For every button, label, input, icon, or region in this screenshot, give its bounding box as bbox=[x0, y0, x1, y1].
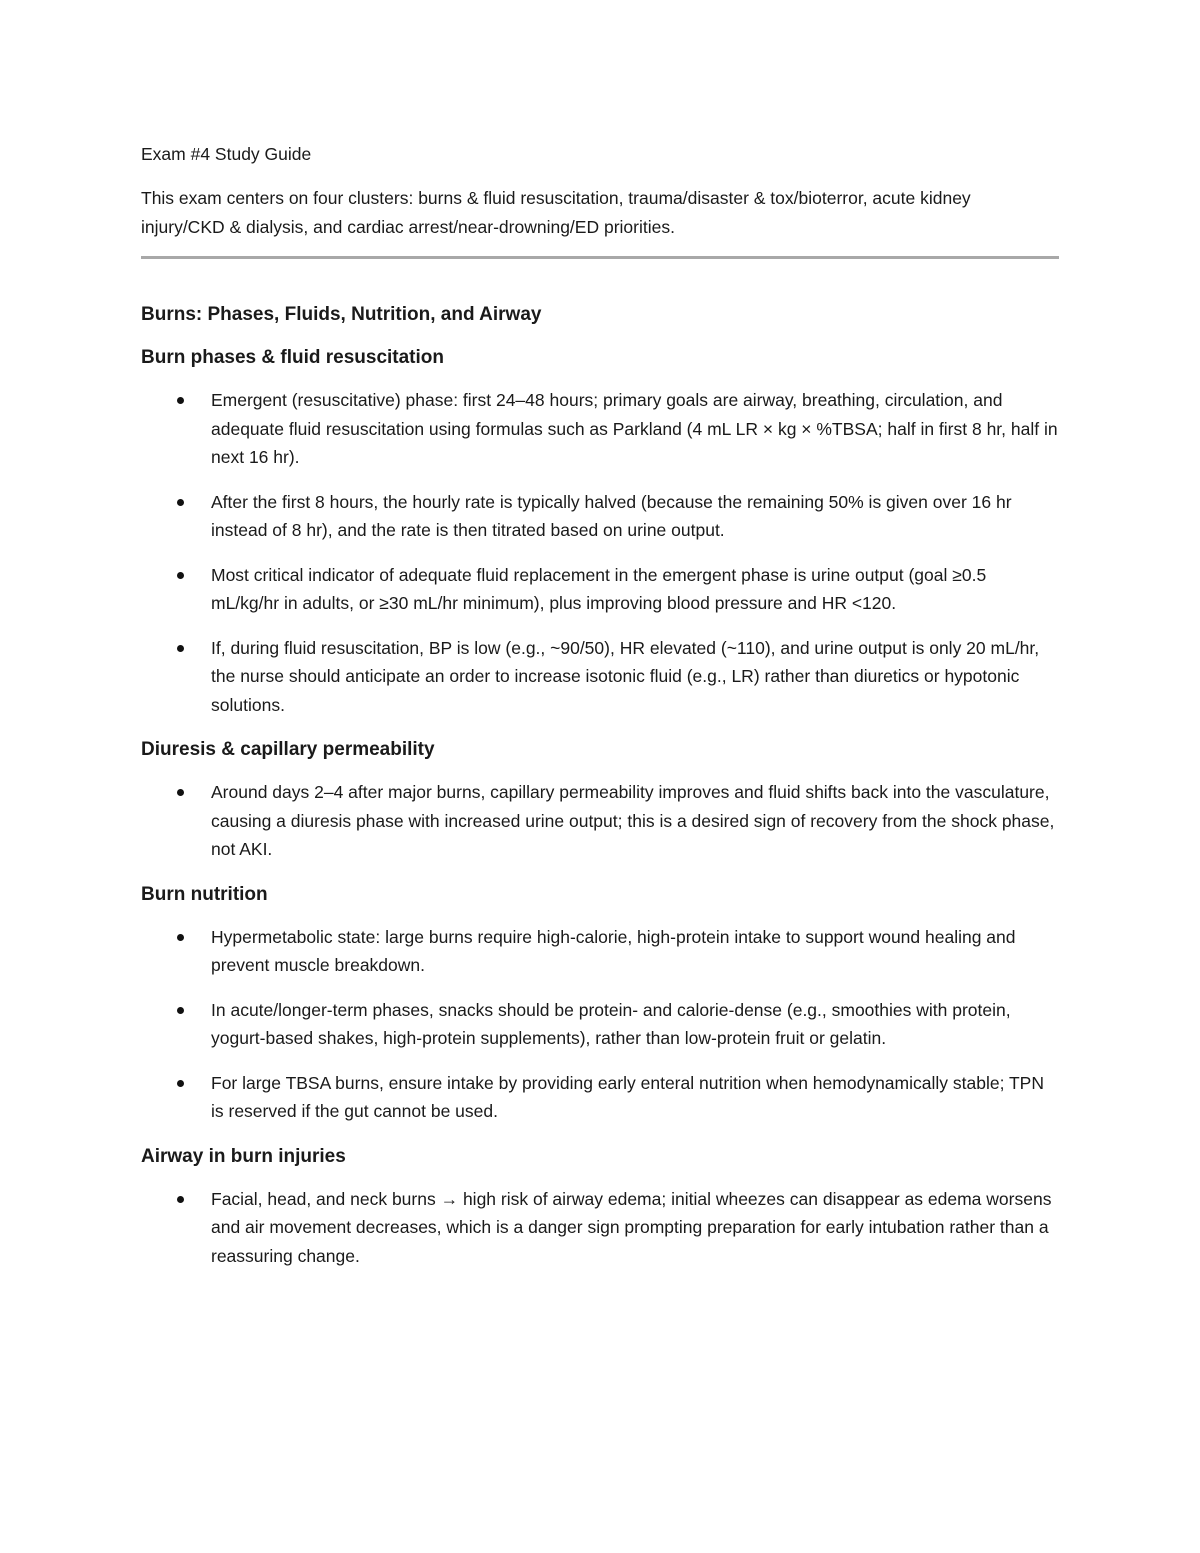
subsection-diuresis bbox=[141, 735, 1059, 864]
list-item-text: Most critical indicator of adequate fluid replacement in the emergent phase is urine output (goal ≥0.5 mL/kg/hr in adults, or ≥30 mL/hr minimum), plus improving blood pressure and HR <120. bbox=[211, 564, 987, 613]
list-item-text: Hypermetabolic state: large burns require high-calorie, high-protein intake to support wound healing and prevent muscle breakdown. bbox=[211, 926, 1016, 975]
bullet-list bbox=[141, 386, 1059, 719]
subsection-burn-nutrition bbox=[141, 880, 1059, 1126]
bullet-icon bbox=[177, 397, 184, 404]
intro-paragraph: This exam centers on four clusters: burns & fluid resuscitation, trauma/disaster & tox/bioterror, acute kidney injury/CKD & dialysis, and cardiac arrest/near-drowning/ED priorities. bbox=[141, 188, 971, 237]
bullet-icon bbox=[177, 1080, 184, 1087]
list-item bbox=[141, 1185, 1059, 1271]
list-item-text: In acute/longer-term phases, snacks should be protein- and calorie-dense (e.g., smoothies with protein, yogurt-based shakes, high-protein supplements), rather than low-protein fruit or gelatin. bbox=[211, 999, 1011, 1048]
list-item bbox=[141, 634, 1059, 720]
subsection-heading: Diuresis & capillary permeability bbox=[141, 739, 435, 760]
document-page bbox=[141, 140, 1059, 1286]
list-item bbox=[141, 488, 1059, 545]
bullet-icon bbox=[177, 934, 184, 941]
bullet-icon bbox=[177, 572, 184, 579]
list-item bbox=[141, 386, 1059, 472]
list-item bbox=[141, 778, 1059, 864]
list-item bbox=[141, 1069, 1059, 1126]
section-title: Burns: Phases, Fluids, Nutrition, and Airway bbox=[141, 304, 542, 325]
list-item-text: After the first 8 hours, the hourly rate is typically halved (because the remaining 50% is given over 16 hr instead of 8 hr), and the rate is then titrated based on urine output. bbox=[211, 491, 1012, 540]
bullet-icon bbox=[177, 645, 184, 652]
list-item-text: If, during fluid resuscitation, BP is low (e.g., ~90/50), HR elevated (~110), and urine output is only 20 mL/hr, the nurse should anticipate an order to increase isotonic fluid (e.g., LR) rather than diuretics or hypotonic solutions. bbox=[211, 637, 1040, 715]
bullet-list bbox=[141, 1185, 1059, 1271]
list-item-text: Around days 2–4 after major burns, capillary permeability improves and fluid shifts back into the vasculature, causing a diuresis phase with increased urine output; this is a desired sign of recovery from the shock phase, not AKI. bbox=[211, 782, 1055, 859]
bullet-icon bbox=[177, 1196, 184, 1203]
list-item bbox=[141, 996, 1059, 1053]
horizontal-divider bbox=[141, 256, 1059, 259]
subsection-heading: Burn nutrition bbox=[141, 883, 268, 905]
bullet-list bbox=[141, 778, 1059, 864]
list-item bbox=[141, 923, 1059, 980]
bullet-icon bbox=[177, 499, 184, 506]
document-title: Exam #4 Study Guide bbox=[141, 144, 312, 164]
list-item-text: For large TBSA burns, ensure intake by providing early enteral nutrition when hemodynamically stable; TPN is reserved if the gut cannot be used. bbox=[211, 1072, 1044, 1121]
subsection-heading: Airway in burn injuries bbox=[141, 1145, 346, 1167]
list-item bbox=[141, 561, 1059, 618]
bullet-icon bbox=[177, 789, 184, 796]
subsection-airway bbox=[141, 1142, 1059, 1271]
subsection-heading: Burn phases & fluid resuscitation bbox=[141, 347, 444, 368]
subsection-burn-phases bbox=[141, 343, 1059, 719]
list-item-text: Facial, head, and neck burns → high risk of airway edema; initial wheezes can disappear as edema worsens and air movement decreases, which is a danger sign prompting preparation for early intubation rather than a reassuring change. bbox=[211, 1188, 1052, 1266]
bullet-icon bbox=[177, 1007, 184, 1014]
list-item-text: Emergent (resuscitative) phase: first 24–48 hours; primary goals are airway, breathing, circulation, and adequate fluid resuscitation using formulas such as Parkland (4 mL LR × kg × %TBSA; half in first 8 hr, half in next 16 hr). bbox=[211, 390, 1058, 467]
bullet-list bbox=[141, 923, 1059, 1126]
